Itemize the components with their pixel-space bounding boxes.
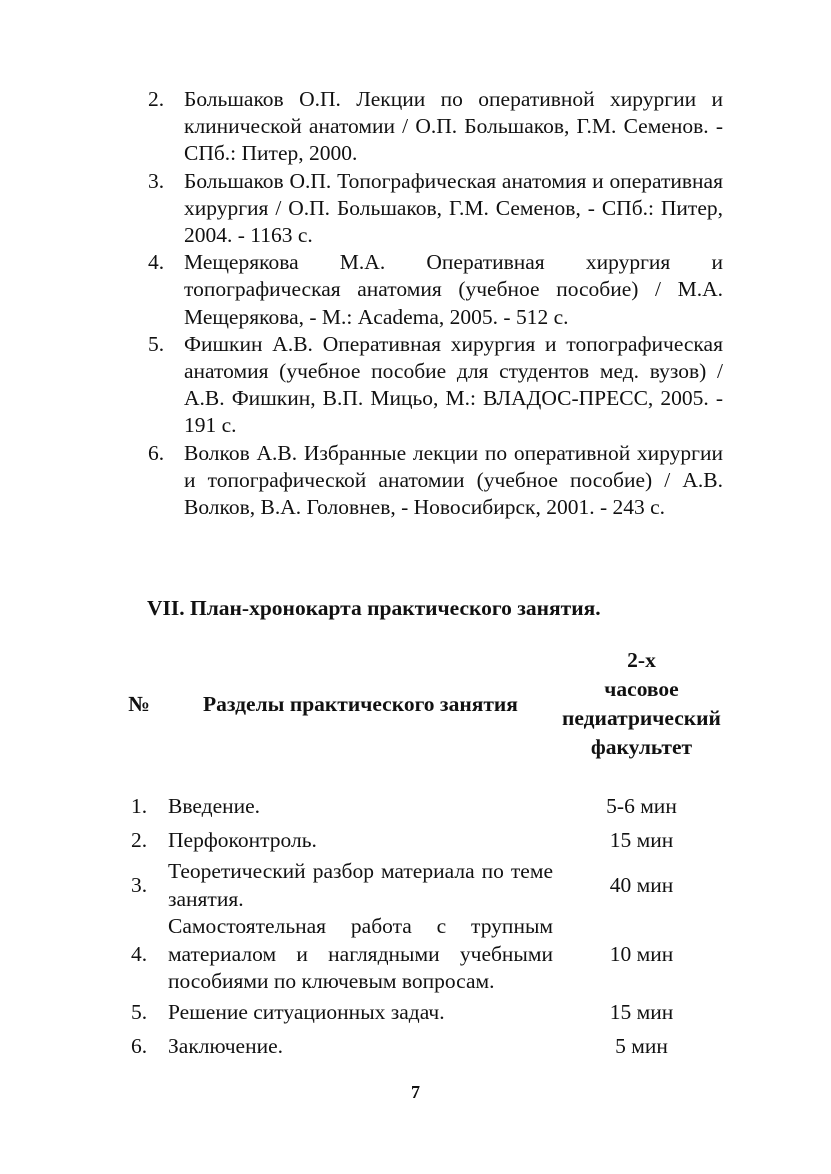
table-row <box>110 913 730 996</box>
header-number: № <box>128 691 150 716</box>
row-section: Введение. <box>168 794 261 819</box>
row-number: 5. <box>130 999 148 1024</box>
header-time-line: педиатрический <box>562 706 721 730</box>
row-section: Заключение. <box>168 1033 284 1058</box>
reference-number: 5. <box>148 331 165 356</box>
header-time <box>553 636 730 772</box>
row-time: 5-6 мин <box>606 794 677 819</box>
reference-item <box>145 331 723 440</box>
section-title: VII. План-хронокарта практического занятия. <box>147 596 601 620</box>
row-section: Теоретический разбор материала по теме занятия. <box>168 859 553 911</box>
reference-text: Большаков О.П. Топографическая анатомия и оперативная хирургия / О.П. Большаков, Г.М. Семенов, - СПб.: Питер, 2004. - 1163 с. <box>184 168 723 248</box>
reference-number: 2. <box>148 87 165 111</box>
table-row <box>110 858 730 913</box>
row-time: 15 мин <box>609 828 674 853</box>
row-number: 3. <box>130 872 148 897</box>
table-row <box>110 996 730 1030</box>
row-section: Решение ситуационных задач. <box>168 999 445 1024</box>
reference-item <box>145 249 723 331</box>
reference-number: 4. <box>148 250 165 275</box>
row-time: 10 мин <box>609 941 674 966</box>
row-number: 6. <box>130 1033 148 1058</box>
header-section: Разделы практического занятия <box>203 691 518 716</box>
reference-item <box>145 440 723 522</box>
page-number: 7 <box>411 1082 420 1102</box>
table-spacer <box>110 772 730 790</box>
reference-item <box>145 86 723 168</box>
row-section: Перфоконтроль. <box>168 828 317 853</box>
header-time-line: часовое <box>604 677 679 701</box>
row-section: Самостоятельная работа с трупным материалом и наглядными учебными пособиями по ключевым вопросам. <box>168 914 553 993</box>
table-row <box>110 824 730 858</box>
row-time: 40 мин <box>609 872 674 897</box>
table-header-row <box>110 636 730 772</box>
header-time-line: 2-х <box>627 648 656 672</box>
reference-number: 6. <box>148 440 165 465</box>
reference-text: Большаков О.П. Лекции по оперативной хирургии и клинической анатомии / О.П. Большаков, Г.М. Семенов. - СПб.: Питер, 2000. <box>184 87 723 166</box>
row-time: 5 мин <box>615 1033 668 1058</box>
table-row <box>110 1030 730 1064</box>
row-number: 4. <box>130 941 148 966</box>
reference-text: Мещерякова М.А. Оперативная хирургия и топографическая анатомия (учебное пособие) / М.А. Мещерякова, - М.: Academa, 2005. - 512 с. <box>184 250 723 329</box>
table-row <box>110 790 730 824</box>
row-number: 2. <box>130 828 148 853</box>
reference-number: 3. <box>148 168 165 193</box>
reference-text: Волков А.В. Избранные лекции по оперативной хирургии и топографической анатомии (учебное пособие) / А.В. Волков, В.А. Головнев, - Новосибирск, 2001. - 243 с. <box>184 440 723 520</box>
row-time: 15 мин <box>609 999 674 1024</box>
reference-item <box>145 168 723 250</box>
row-number: 1. <box>130 794 148 819</box>
reference-list <box>145 86 723 521</box>
header-time-line: факультет <box>590 735 693 759</box>
schedule-table <box>110 636 730 1064</box>
reference-text: Фишкин А.В. Оперативная хирургия и топографическая анатомия (учебное пособие для студентов мед. вузов) / А.В. Фишкин, В.П. Мицьо, М.: ВЛАДОС-ПРЕСС, 2005. - 191 с. <box>184 331 723 438</box>
